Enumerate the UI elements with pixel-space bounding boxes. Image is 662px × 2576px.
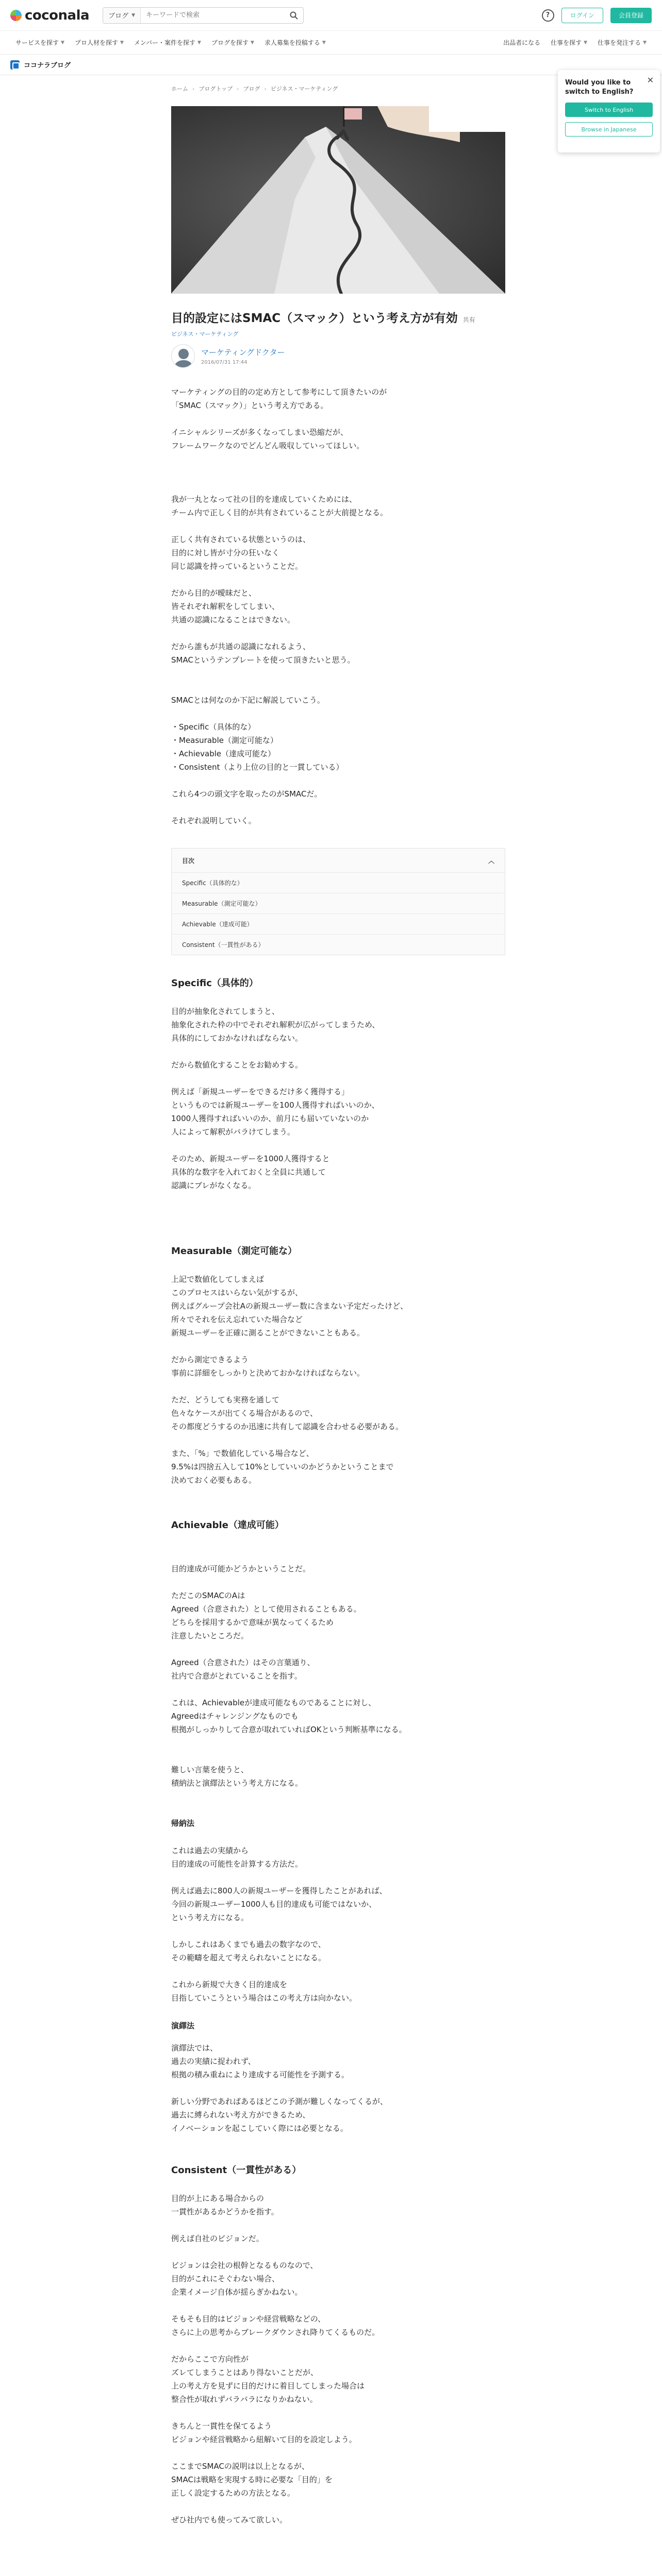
blank-line xyxy=(171,2339,505,2352)
category-nav-right-item[interactable] xyxy=(592,38,652,47)
mountain-illustration xyxy=(171,106,505,294)
category-nav-label: ブログを探す xyxy=(211,39,249,46)
paragraph-line: 抽象化された枠の中でそれぞれ解釈が広がってしまうため、 xyxy=(171,1020,380,1030)
toc-item[interactable]: Specific（具体的な） xyxy=(172,872,505,893)
blank-line xyxy=(171,466,505,479)
logo-mark-icon xyxy=(10,10,22,21)
blank-line xyxy=(171,573,505,586)
paragraph-line: 目指していこうという場合はこの考え方は向かない。 xyxy=(171,1993,357,2003)
paragraph-line: SMACとは何なのか下記に解説していこう。 xyxy=(171,696,325,705)
paragraph-line: SMACは戦略を実現する時に必要な「目的」を xyxy=(171,2475,333,2485)
search-bar xyxy=(103,7,304,24)
blank-line xyxy=(171,801,505,814)
paragraph-line: 決めておく必要もある。 xyxy=(171,1476,257,1485)
coconala-logo[interactable] xyxy=(10,8,89,23)
blank-line xyxy=(171,680,505,693)
paragraph-line: 過去に縛られない考え方ができるため、 xyxy=(171,2110,310,2120)
blank-line xyxy=(171,774,505,787)
paragraph-line: 上記で数値化してしまえば xyxy=(171,1275,264,1284)
paragraph-line: 今回の新規ユーザー1000人も目的達成も可能ではないか、 xyxy=(171,1900,377,1909)
breadcrumb-item[interactable]: ビジネス・マーケティング xyxy=(270,86,338,92)
paragraph-line: 目的に対し皆が寸分の狂いなく xyxy=(171,548,280,558)
paragraph-line: 企業イメージ自体が揺らぎかねない。 xyxy=(171,2287,303,2297)
breadcrumb xyxy=(171,84,505,93)
spacer xyxy=(171,1487,505,1518)
paragraph-line: 我が一丸となって社の目的を達成していくためには、 xyxy=(171,495,357,504)
paragraph-line: 9.5%は四捨五入して10%としていいのかどうかということまで xyxy=(171,1462,394,1472)
search-icon xyxy=(290,11,298,20)
blank-line xyxy=(171,1433,505,1447)
blank-line xyxy=(171,519,505,533)
blank-line xyxy=(171,452,505,466)
blank-line xyxy=(171,1340,505,1353)
hero-image xyxy=(171,106,505,294)
help-icon[interactable]: ? xyxy=(542,9,554,22)
paragraph-line: ぜひ社内でも使ってみて欲しい。 xyxy=(171,2515,288,2525)
blank-line xyxy=(171,1139,505,1152)
spacer xyxy=(171,2031,505,2041)
breadcrumb-separator: › xyxy=(237,85,239,92)
chevron-down-icon: ▼ xyxy=(131,12,135,18)
paragraph-line: 例えば過去に800人の新規ユーザーを獲得したことがあれば、 xyxy=(171,1886,387,1896)
blank-line xyxy=(171,1750,505,1763)
paragraph-line: 事前に詳細をしっかりと決めておかなければならない。 xyxy=(171,1368,365,1378)
blog-icon xyxy=(10,60,20,70)
paragraph-line: 積納法と演繹法という考え方になる。 xyxy=(171,1778,303,1788)
paragraph-line: 例えば自社のビジョンだ。 xyxy=(171,2234,264,2244)
blank-line xyxy=(171,1045,505,1058)
paragraph-line: チーム内で正しく目的が共有されていることが大前提となる。 xyxy=(171,508,388,518)
spacer xyxy=(171,1790,505,1818)
blank-line xyxy=(171,1072,505,1085)
paragraph-line: その範疇を超えて考えられないことになる。 xyxy=(171,1953,326,1963)
avatar[interactable] xyxy=(171,344,195,368)
toc-item[interactable]: Consistent（一貫性がある） xyxy=(172,934,505,955)
spacer xyxy=(171,1531,505,1562)
category-nav-item[interactable] xyxy=(10,38,70,47)
paragraph-line: そもそも目的はビジョンや経営戦略などの、 xyxy=(171,2314,326,2324)
section-heading: Consistent（一貫性がある） xyxy=(171,2165,302,2176)
paragraph-line: Agreedはチャレンジングなものでも xyxy=(171,1711,299,1721)
article-body xyxy=(171,385,505,2527)
breadcrumb-item[interactable]: ホーム xyxy=(171,86,188,92)
category-nav-item[interactable] xyxy=(206,38,259,47)
chevron-down-icon: ▼ xyxy=(250,40,254,45)
paragraph-line: ・Measurable（測定可能な） xyxy=(171,736,278,745)
logo-text: coconala xyxy=(25,7,90,23)
paragraph-line: 正しく共有されている状態というのは、 xyxy=(171,535,311,545)
blank-line xyxy=(171,2081,505,2095)
blank-line xyxy=(171,626,505,640)
category-nav-item[interactable] xyxy=(129,38,206,47)
search-button[interactable] xyxy=(285,8,303,23)
spacer xyxy=(171,1192,505,1244)
category-nav-right-label: 仕事を発注する xyxy=(598,39,641,46)
paragraph-line: 根拠の積み重ねにより達成する可能性を予測する。 xyxy=(171,2070,350,2080)
paragraph-line: これは、Achievableが達成可能なものであることに対し、 xyxy=(171,1698,376,1708)
table-of-contents xyxy=(171,848,505,955)
chevron-down-icon: ▼ xyxy=(197,40,201,45)
paragraph-line: ・Achievable（達成可能な） xyxy=(171,749,276,759)
paragraph-line: 色々なケースが出てくる場合があるので、 xyxy=(171,1409,318,1418)
paragraph-line: 注意したいところだ。 xyxy=(171,1631,249,1641)
blog-title[interactable]: ココナラブログ xyxy=(24,62,71,70)
close-icon[interactable]: ✕ xyxy=(647,75,654,85)
paragraph-line: 新規ユーザーを正確に測ることができないこともある。 xyxy=(171,1328,365,1338)
paragraph-line: SMACというテンプレートを使って頂きたいと思う。 xyxy=(171,655,355,665)
category-nav-item[interactable] xyxy=(259,38,331,47)
section-heading: Specific（具体的） xyxy=(171,978,258,989)
paragraph-line: イニシャルシリーズが多くなってしまい恐縮だが、 xyxy=(171,428,348,437)
paragraph-line: しかしこれはあくまでも過去の数字なので、 xyxy=(171,1940,326,1950)
paragraph-line: 目的が抽象化されてしまうと、 xyxy=(171,1007,280,1016)
subsection-heading: 帰納法 xyxy=(171,1819,195,1828)
blank-line xyxy=(171,1642,505,1656)
site-header xyxy=(0,0,662,31)
breadcrumb-separator: › xyxy=(192,85,195,92)
chevron-down-icon: ▼ xyxy=(61,40,64,45)
category-nav-right-label: 出品者になる xyxy=(503,39,541,46)
breadcrumb-item[interactable]: ブログトップ xyxy=(198,86,233,92)
blank-line xyxy=(171,1380,505,1393)
paragraph-line: 皆それぞれ解釈をしてしまい、 xyxy=(171,602,280,612)
blank-line xyxy=(171,1683,505,1696)
article-main xyxy=(171,75,505,2527)
search-category-label: ブログ xyxy=(108,12,129,20)
spacer xyxy=(171,1257,505,1273)
paragraph-line: イノベーションを起こしていく際には必要となる。 xyxy=(171,2124,348,2133)
paragraph-line: 根拠がしっかりして合意が取れていればOKという判断基準になる。 xyxy=(171,1725,407,1735)
blank-line xyxy=(171,2299,505,2312)
paragraph-line: 社内で合意がとれていることを指す。 xyxy=(171,1671,302,1681)
paragraph-line: ここまでSMACの説明は以上となるが、 xyxy=(171,2462,309,2471)
paragraph-line: 過去の実績に捉われず、 xyxy=(171,2057,256,2066)
paragraph-line: だから目的が曖昧だと、 xyxy=(171,588,257,598)
spacer xyxy=(171,2176,505,2192)
paragraph-line: 例えば「新規ユーザーをできるだけ多く獲得する」 xyxy=(171,1087,350,1097)
category-nav-right-item[interactable] xyxy=(498,38,545,47)
paragraph-line: ただこのSMACのAは xyxy=(171,1591,245,1601)
paragraph-line: ・Specific（具体的な） xyxy=(171,722,256,732)
paragraph-line: また、「%」で数値化している場合など、 xyxy=(171,1449,314,1459)
chevron-up-icon: ︿ xyxy=(488,857,494,865)
category-nav-label: 求人募集を投稿する xyxy=(264,39,320,46)
paragraph-line: ただ、どうしても実務を通して xyxy=(171,1395,280,1405)
chevron-down-icon: ▼ xyxy=(584,40,588,45)
paragraph-line: 目的がこれにそぐわない場合、 xyxy=(171,2274,280,2284)
language-popup xyxy=(558,70,660,152)
category-nav-item[interactable] xyxy=(70,38,129,47)
breadcrumb-item[interactable]: ブログ xyxy=(243,86,260,92)
signup-button[interactable]: 会員登録 xyxy=(610,8,652,23)
browse-japanese-button[interactable]: Browse in Japanese xyxy=(565,122,653,137)
toc-header[interactable] xyxy=(172,849,505,872)
blank-line xyxy=(171,2446,505,2460)
blank-line xyxy=(171,2245,505,2259)
paragraph-line: ビジョンは会社の根幹となるものなので、 xyxy=(171,2261,318,2270)
blank-line xyxy=(171,1924,505,1938)
paragraph-line: 整合性が取れずバラバラになりかねない。 xyxy=(171,2395,318,2404)
paragraph-line: マーケティングの目的の定め方として参考にして頂きたいのが xyxy=(171,387,387,397)
article-title: 目的設定にはSMAC（スマック）という考え方が有効 xyxy=(171,312,458,325)
author-name[interactable]: マーケティングドクター xyxy=(201,348,285,358)
paragraph-line: さらに上の思考からブレークダウンされ降りてくるものだ。 xyxy=(171,2328,380,2337)
paragraph-line: 具体的にしておかなければならない。 xyxy=(171,1033,303,1043)
category-nav xyxy=(0,31,662,55)
author-block xyxy=(171,344,505,368)
blank-line xyxy=(171,2406,505,2419)
search-category-select[interactable] xyxy=(103,8,141,23)
paragraph-line: 1000人獲得すればいいのか、前月にも届いていないのか xyxy=(171,1114,369,1124)
paragraph-line: 目的が上にある場合からの xyxy=(171,2194,264,2204)
category-nav-label: メンバー・案件を探す xyxy=(134,39,196,46)
toc-heading: 目次 xyxy=(182,857,195,865)
search-input[interactable] xyxy=(141,11,285,19)
toc-item[interactable]: Achievable（達成可能） xyxy=(172,913,505,934)
category-nav-label: プロ人材を探す xyxy=(74,39,118,46)
chevron-down-icon: ▼ xyxy=(120,40,124,45)
spacer xyxy=(171,955,505,976)
category-nav-right-item[interactable] xyxy=(545,38,592,47)
paragraph-line: これは過去の実績から xyxy=(171,1846,249,1856)
section-heading: Measurable（測定可能な） xyxy=(171,1246,297,1257)
category-nav-right-label: 仕事を探す xyxy=(551,39,582,46)
breadcrumb-separator: › xyxy=(264,85,267,92)
chevron-down-icon: ▼ xyxy=(322,40,326,45)
paragraph-line: 「SMAC（スマック）」という考え方である。 xyxy=(171,401,328,411)
paragraph-line: 新しい分野であればあるほどこの予測が難しくなってくるが、 xyxy=(171,2097,388,2107)
paragraph-line: 人によって解釈がバラけてしまう。 xyxy=(171,1127,295,1137)
paragraph-line: 同じ認識を持っているということだ。 xyxy=(171,562,303,571)
blank-line xyxy=(171,1964,505,1978)
paragraph-line: 具体的な数字を入れておくと全員に共通して xyxy=(171,1167,326,1177)
switch-english-button[interactable]: Switch to English xyxy=(565,103,653,117)
paragraph-line: 正しく設定するための方法となる。 xyxy=(171,2488,295,2498)
paragraph-line: フレームワークなのでどんどん吸収していってほしい。 xyxy=(171,441,365,451)
blank-line xyxy=(171,412,505,426)
blank-line xyxy=(171,2500,505,2513)
spacer xyxy=(171,1828,505,1844)
paragraph-line: それぞれ説明していく。 xyxy=(171,816,256,826)
paragraph-line: きちんと一貫性を保てるよう xyxy=(171,2421,272,2431)
paragraph-line: 共通の認識になることはできない。 xyxy=(171,615,295,625)
blank-line xyxy=(171,1871,505,1884)
paragraph-line: 所々でそれを伝え忘れていた場合など xyxy=(171,1315,303,1325)
blank-line xyxy=(171,707,505,720)
paragraph-line: 目的達成が可能かどうかということだ。 xyxy=(171,1564,311,1574)
paragraph-line: ・Consistent（より上位の目的と一貫している） xyxy=(171,762,344,772)
paragraph-line: ビジョンや経営戦略から紐解いて目的を設定しよう。 xyxy=(171,2435,357,2445)
paragraph-line: 上の考え方を見ずに目的だけに着目してしまった場合は xyxy=(171,2381,365,2391)
paragraph-line: というものでは新規ユーザーを100人獲得すればいいのか、 xyxy=(171,1100,379,1110)
paragraph-line: これら4つの頭文字を取ったのがSMACだ。 xyxy=(171,789,322,799)
blank-line xyxy=(171,479,505,493)
paragraph-line: どちらを採用するかで意味が異なってくるため xyxy=(171,1618,334,1628)
paragraph-line: 一貫性があるかどうかを指す。 xyxy=(171,2207,279,2217)
paragraph-line: Agreed（合意された）はその言葉通り、 xyxy=(171,1658,315,1668)
section-heading: Achievable（達成可能） xyxy=(171,1520,284,1531)
login-button[interactable]: ログイン xyxy=(561,8,603,23)
post-date: 2016/07/31 17:44 xyxy=(201,360,247,366)
subsection-heading: 演繹法 xyxy=(171,2021,195,2031)
paragraph-line: という考え方になる。 xyxy=(171,1913,249,1923)
paragraph-line: だから測定できるよう xyxy=(171,1355,249,1365)
paragraph-line: だから誰もが共通の認識になれるよう、 xyxy=(171,642,311,652)
paragraph-line: だからここで方向性が xyxy=(171,2354,249,2364)
chevron-down-icon: ▼ xyxy=(643,40,647,45)
toc-item[interactable]: Measurable（測定可能な） xyxy=(172,893,505,913)
paragraph-line: 例えばグループ会社Aの新規ユーザー数に含まない予定だったけど、 xyxy=(171,1301,408,1311)
paragraph-line: Agreed（合意された）として使用されることもある。 xyxy=(171,1604,361,1614)
spacer xyxy=(171,2005,505,2020)
paragraph-line: これから新規で大きく目的達成を xyxy=(171,1980,288,1990)
popup-title: Would you like to switch to English? xyxy=(565,79,634,96)
spacer xyxy=(171,989,505,1005)
blank-line xyxy=(171,2218,505,2232)
paragraph-line: 目的達成の可能性を計算する方法だ。 xyxy=(171,1859,303,1869)
paragraph-line: 難しい言葉を使うと、 xyxy=(171,1765,249,1775)
paragraph-line: そのため、新規ユーザーを1000人獲得すると xyxy=(171,1154,330,1164)
paragraph-line: 演繹法では、 xyxy=(171,2043,218,2053)
blank-line xyxy=(171,667,505,680)
paragraph-line: このプロセスはいらない気がするが、 xyxy=(171,1288,303,1298)
blank-line xyxy=(171,1736,505,1750)
blank-line xyxy=(171,1575,505,1589)
paragraph-line: 認識にブレがなくなる。 xyxy=(171,1181,256,1191)
paragraph-line: だから数値化することをお勧めする。 xyxy=(171,1060,303,1070)
category-nav-label: サービスを探す xyxy=(15,39,59,46)
share-button[interactable]: 共有 xyxy=(462,316,475,324)
article-tags[interactable]: ビジネス・マーケティング xyxy=(171,331,239,338)
spacer xyxy=(171,2135,505,2163)
paragraph-line: ズレてしまうことはあり得ないことだが、 xyxy=(171,2368,319,2378)
paragraph-line: その都度どうするのか迅速に共有して認識を合わせる必要がある。 xyxy=(171,1422,404,1432)
